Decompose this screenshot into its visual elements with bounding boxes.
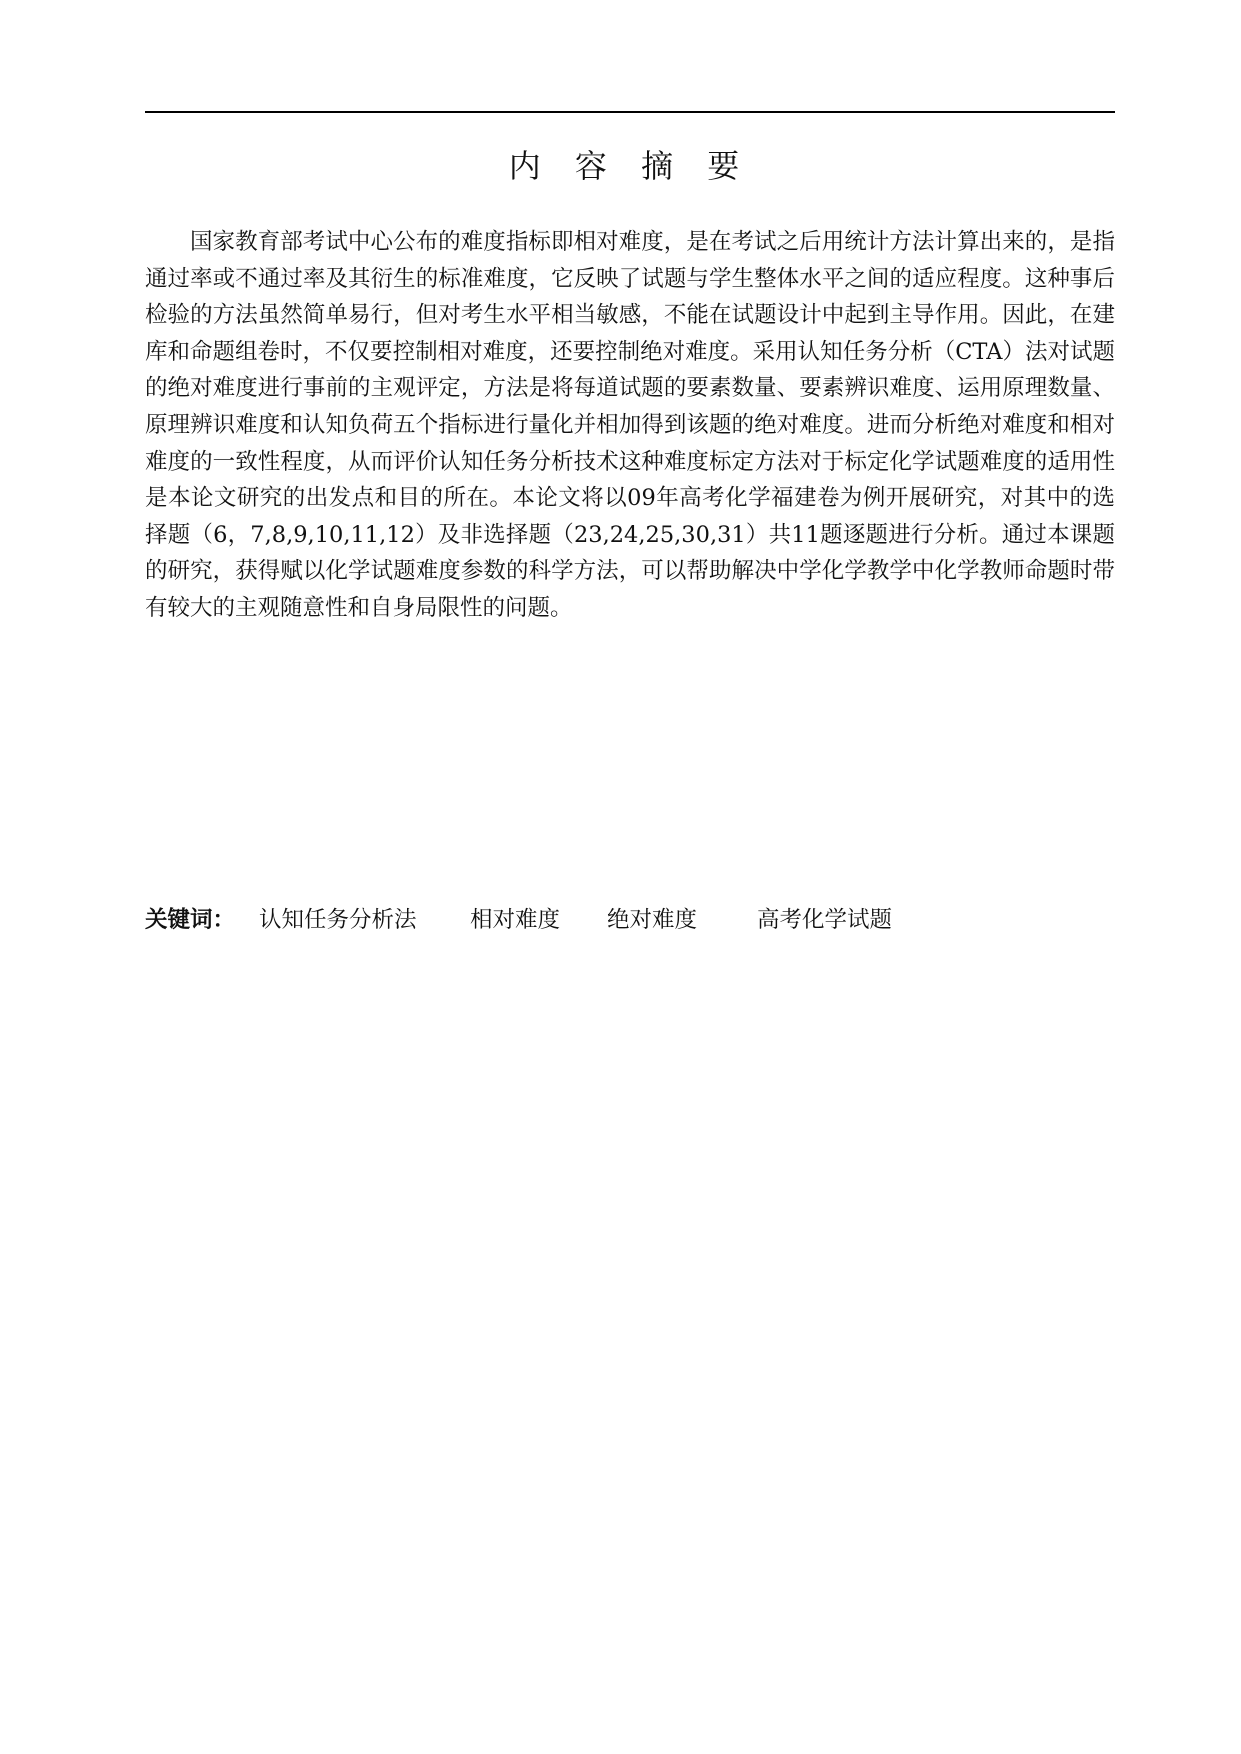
keywords-label: 关键词：: [145, 907, 236, 933]
keyword-item: 高考化学试题: [757, 907, 893, 933]
abstract-paragraph: 国家教育部考试中心公布的难度指标即相对难度，是在考试之后用统计方法计算出来的，是指通过率或不通过率及其衍生的标准难度，它反映了试题与学生整体水平之间的适应程度。这种事后检验的方法虽然简单易行，但对考生水平相当敏感，不能在试题设计中起到主导作用。因此，在建库和命题组卷时，不仅要控制相对难度，还要控制绝对难度。采用认知任务分析（CTA）法对试题的绝对难度进行事前的主观评定，方法是将每道试题的要素数量、要素辨识难度、运用原理数量、原理辨识难度和认知负荷五个指标进行量化并相加得到该题的绝对难度。进而分析绝对难度和相对难度的一致性程度，从而评价认知任务分析技术这种难度标定方法对于标定化学试题难度的适用性是本论文研究的出发点和目的所在。本论文将以09年高考化学福建卷为例开展研究，对其中的选择题（6，7,8,9,10,11,12）及非选择题（23,24,25,30,31）共11题逐题进行分析。通过本课题的研究，获得赋以化学试题难度参数的科学方法，可以帮助解决中学化学教学中化学教师命题时带有较大的主观随意性和自身局限性的问题。: [145, 229, 1115, 621]
page-title: 内 容 摘 要: [508, 147, 752, 185]
keyword-item: 绝对难度: [607, 907, 698, 933]
header-rule: [145, 111, 1115, 113]
keywords-line: [145, 902, 1115, 938]
keyword-item: 相对难度: [470, 907, 561, 933]
keyword-item: 认知任务分析法: [259, 907, 417, 933]
